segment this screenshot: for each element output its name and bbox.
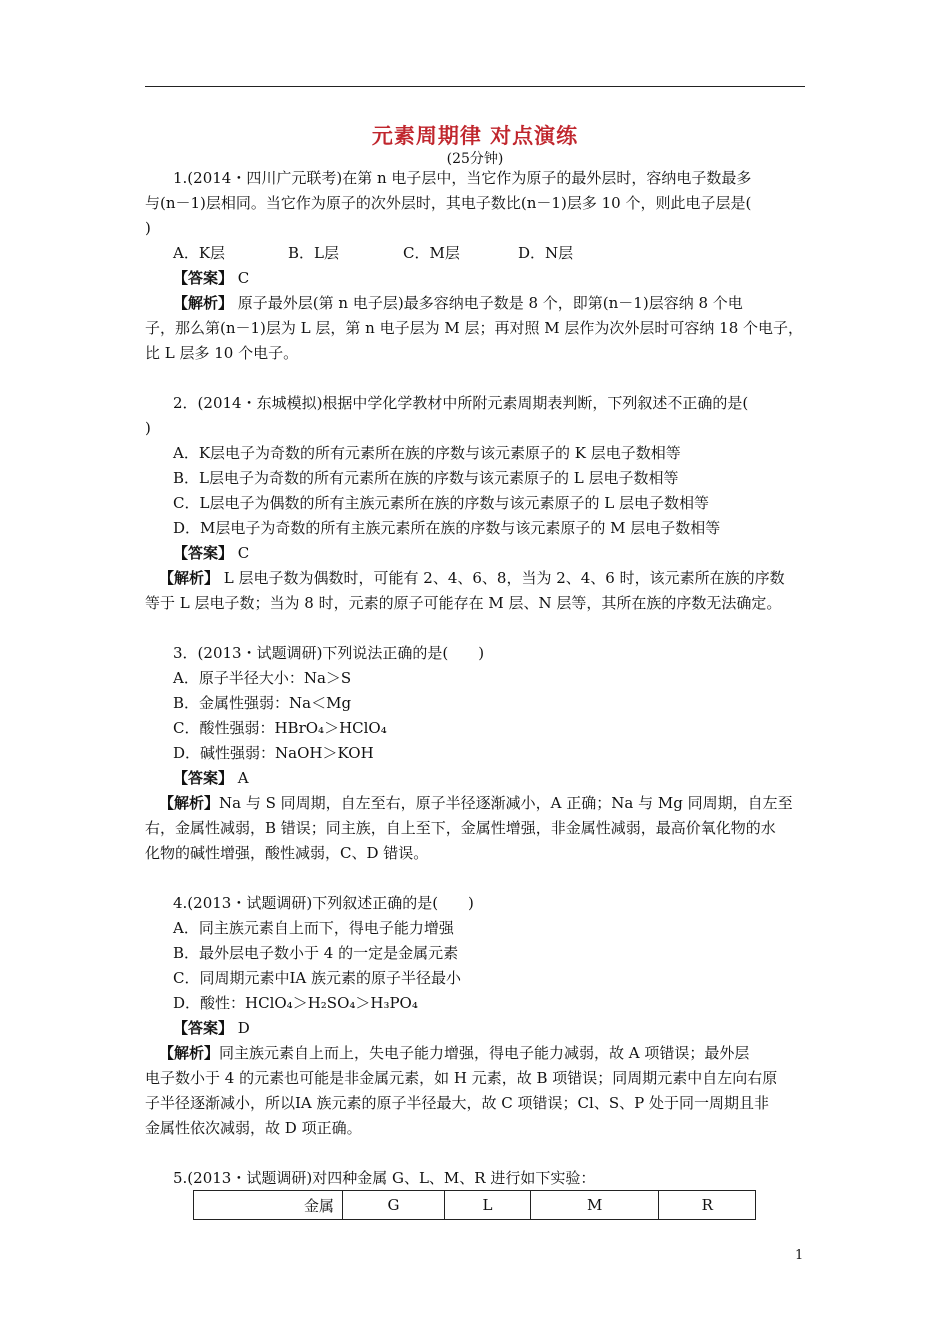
table-header-cell: L [444,1191,530,1220]
table-header-cell: R [659,1191,756,1220]
analysis-text: Na 与 S 同周期，自左至右，原子半径逐渐减小，A 正确；Na 与 Mg 同周期，自左至 [219,794,793,812]
option-a: A．K层 [173,244,226,262]
answer-label: 【答案】 [173,769,234,787]
analysis-label: 【解析】 [159,794,220,812]
option-d: D．M层电子为奇数的所有主族元素所在族的序数与该元素原子的 M 层电子数相等 [173,519,721,537]
question-text-line: 4.(2013・试题调研)下列叙述正确的是( ) [173,894,474,912]
analysis-text: 同主族元素自上而上，失电子能力增强，得电子能力减弱，故 A 项错误；最外层 [219,1044,750,1062]
analysis-text: 比 L 层多 10 个电子。 [145,344,299,362]
page-number: 1 [795,1248,804,1263]
option-c: C．M层 [403,244,460,262]
question-4 [145,891,810,1141]
table-header-cell: 金属 [194,1191,343,1220]
option-c: C．L层电子为偶数的所有主族元素所在族的序数与该元素原子的 L 层电子数相等 [173,494,709,512]
question-5 [145,1166,810,1191]
analysis-text: 等于 L 层电子数；当为 8 时，元素的原子可能存在 M 层、N 层等，其所在族的序数无法确定。 [145,594,782,612]
analysis-text: 右，金属性减弱，B 错误；同主族，自上至下，金属性增强，非金属性减弱，最高价氧化物的水 [145,819,776,837]
analysis-text: 子，那么第(n－1)层为 L 层，第 n 电子层为 M 层；再对照 M 层作为次外层时可容纳 18 个电子， [145,319,804,337]
analysis-text: 原子最外层(第 n 电子层)最多容纳电子数是 8 个，即第(n－1)层容纳 8 个电 [237,294,743,312]
analysis-label: 【解析】 [159,1044,220,1062]
analysis-text: 子半径逐渐减小，所以ⅠA 族元素的原子半径最大，故 C 项错误；Cl、S、P 处于同一周期且非 [145,1094,769,1112]
answer-value: D [237,1019,250,1037]
answer-label: 【答案】 [173,269,234,287]
question-text-line: 5.(2013・试题调研)对四种金属 G、L、M、R 进行如下实验： [173,1169,596,1187]
question-text-line: 2．(2014・东城模拟)根据中学化学教材中所附元素周期表判断，下列叙述不正确的是( [173,394,749,412]
answer-value: C [237,269,250,287]
question-text-line: ) [145,219,151,237]
analysis-line [145,566,810,591]
answer-label: 【答案】 [173,544,234,562]
answer-line [145,541,810,566]
answer-line [145,1016,810,1041]
analysis-line [145,291,810,316]
option-b: B．L层电子为奇数的所有元素所在族的序数与该元素原子的 L 层电子数相等 [173,469,679,487]
option-a: A．K层电子为奇数的所有元素所在族的序数与该元素原子的 K 层电子数相等 [173,444,681,462]
option-a: A．原子半径大小：Na＞S [173,669,352,687]
analysis-label: 【解析】 [173,294,234,312]
table-header-cell: M [531,1191,659,1220]
analysis-label: 【解析】 [159,569,220,587]
option-row [145,241,810,266]
answer-line [145,266,810,291]
question-text-line: ) [145,419,151,437]
analysis-line [145,1041,810,1066]
option-d: D．碱性强弱：NaOH＞KOH [173,744,374,762]
option-c: C．酸性强弱：HBrO₄＞HClO₄ [173,719,387,737]
analysis-text: 金属性依次减弱，故 D 项正确。 [145,1119,362,1137]
table-row [194,1191,756,1220]
analysis-line [145,791,810,816]
page-subtitle: (25分钟) [446,151,504,167]
option-d: D．酸性：HClO₄＞H₂SO₄＞H₃PO₄ [173,994,418,1012]
analysis-text: 电子数小于 4 的元素也可能是非金属元素，如 H 元素，故 B 项错误；同周期元素中自左向右原 [145,1069,778,1087]
metals-table [193,1190,756,1220]
page-title: 元素周期律 对点演练 [371,124,579,148]
answer-label: 【答案】 [173,1019,234,1037]
option-a: A．同主族元素自上而下，得电子能力增强 [173,919,454,937]
question-3 [145,641,810,866]
question-1 [145,166,810,366]
table-header-cell: G [343,1191,445,1220]
question-text-line: 1.(2014・四川广元联考)在第 n 电子层中，当它作为原子的最外层时，容纳电子数最多 [173,169,752,187]
question-text-line: 3．(2013・试题调研)下列说法正确的是( ) [173,644,485,662]
question-text-line: 与(n－1)层相同。当它作为原子的次外层时，其电子数比(n－1)层多 10 个，则此电子层是( [145,194,752,212]
option-d: D．N层 [518,244,574,262]
option-b: B．金属性强弱：Na＜Mg [173,694,352,712]
header-rule [145,86,805,87]
option-c: C．同周期元素中ⅠA 族元素的原子半径最小 [173,969,462,987]
document-body [145,166,810,1191]
option-b: B．L层 [288,244,339,262]
answer-value: A [237,769,249,787]
option-b: B．最外层电子数小于 4 的一定是金属元素 [173,944,459,962]
answer-value: C [237,544,250,562]
analysis-text: L 层电子数为偶数时，可能有 2、4、6、8，当为 2、4、6 时，该元素所在族的序数 [219,569,785,587]
answer-line [145,766,810,791]
analysis-text: 化物的碱性增强，酸性减弱，C、D 错误。 [145,844,429,862]
question-2 [145,391,810,616]
